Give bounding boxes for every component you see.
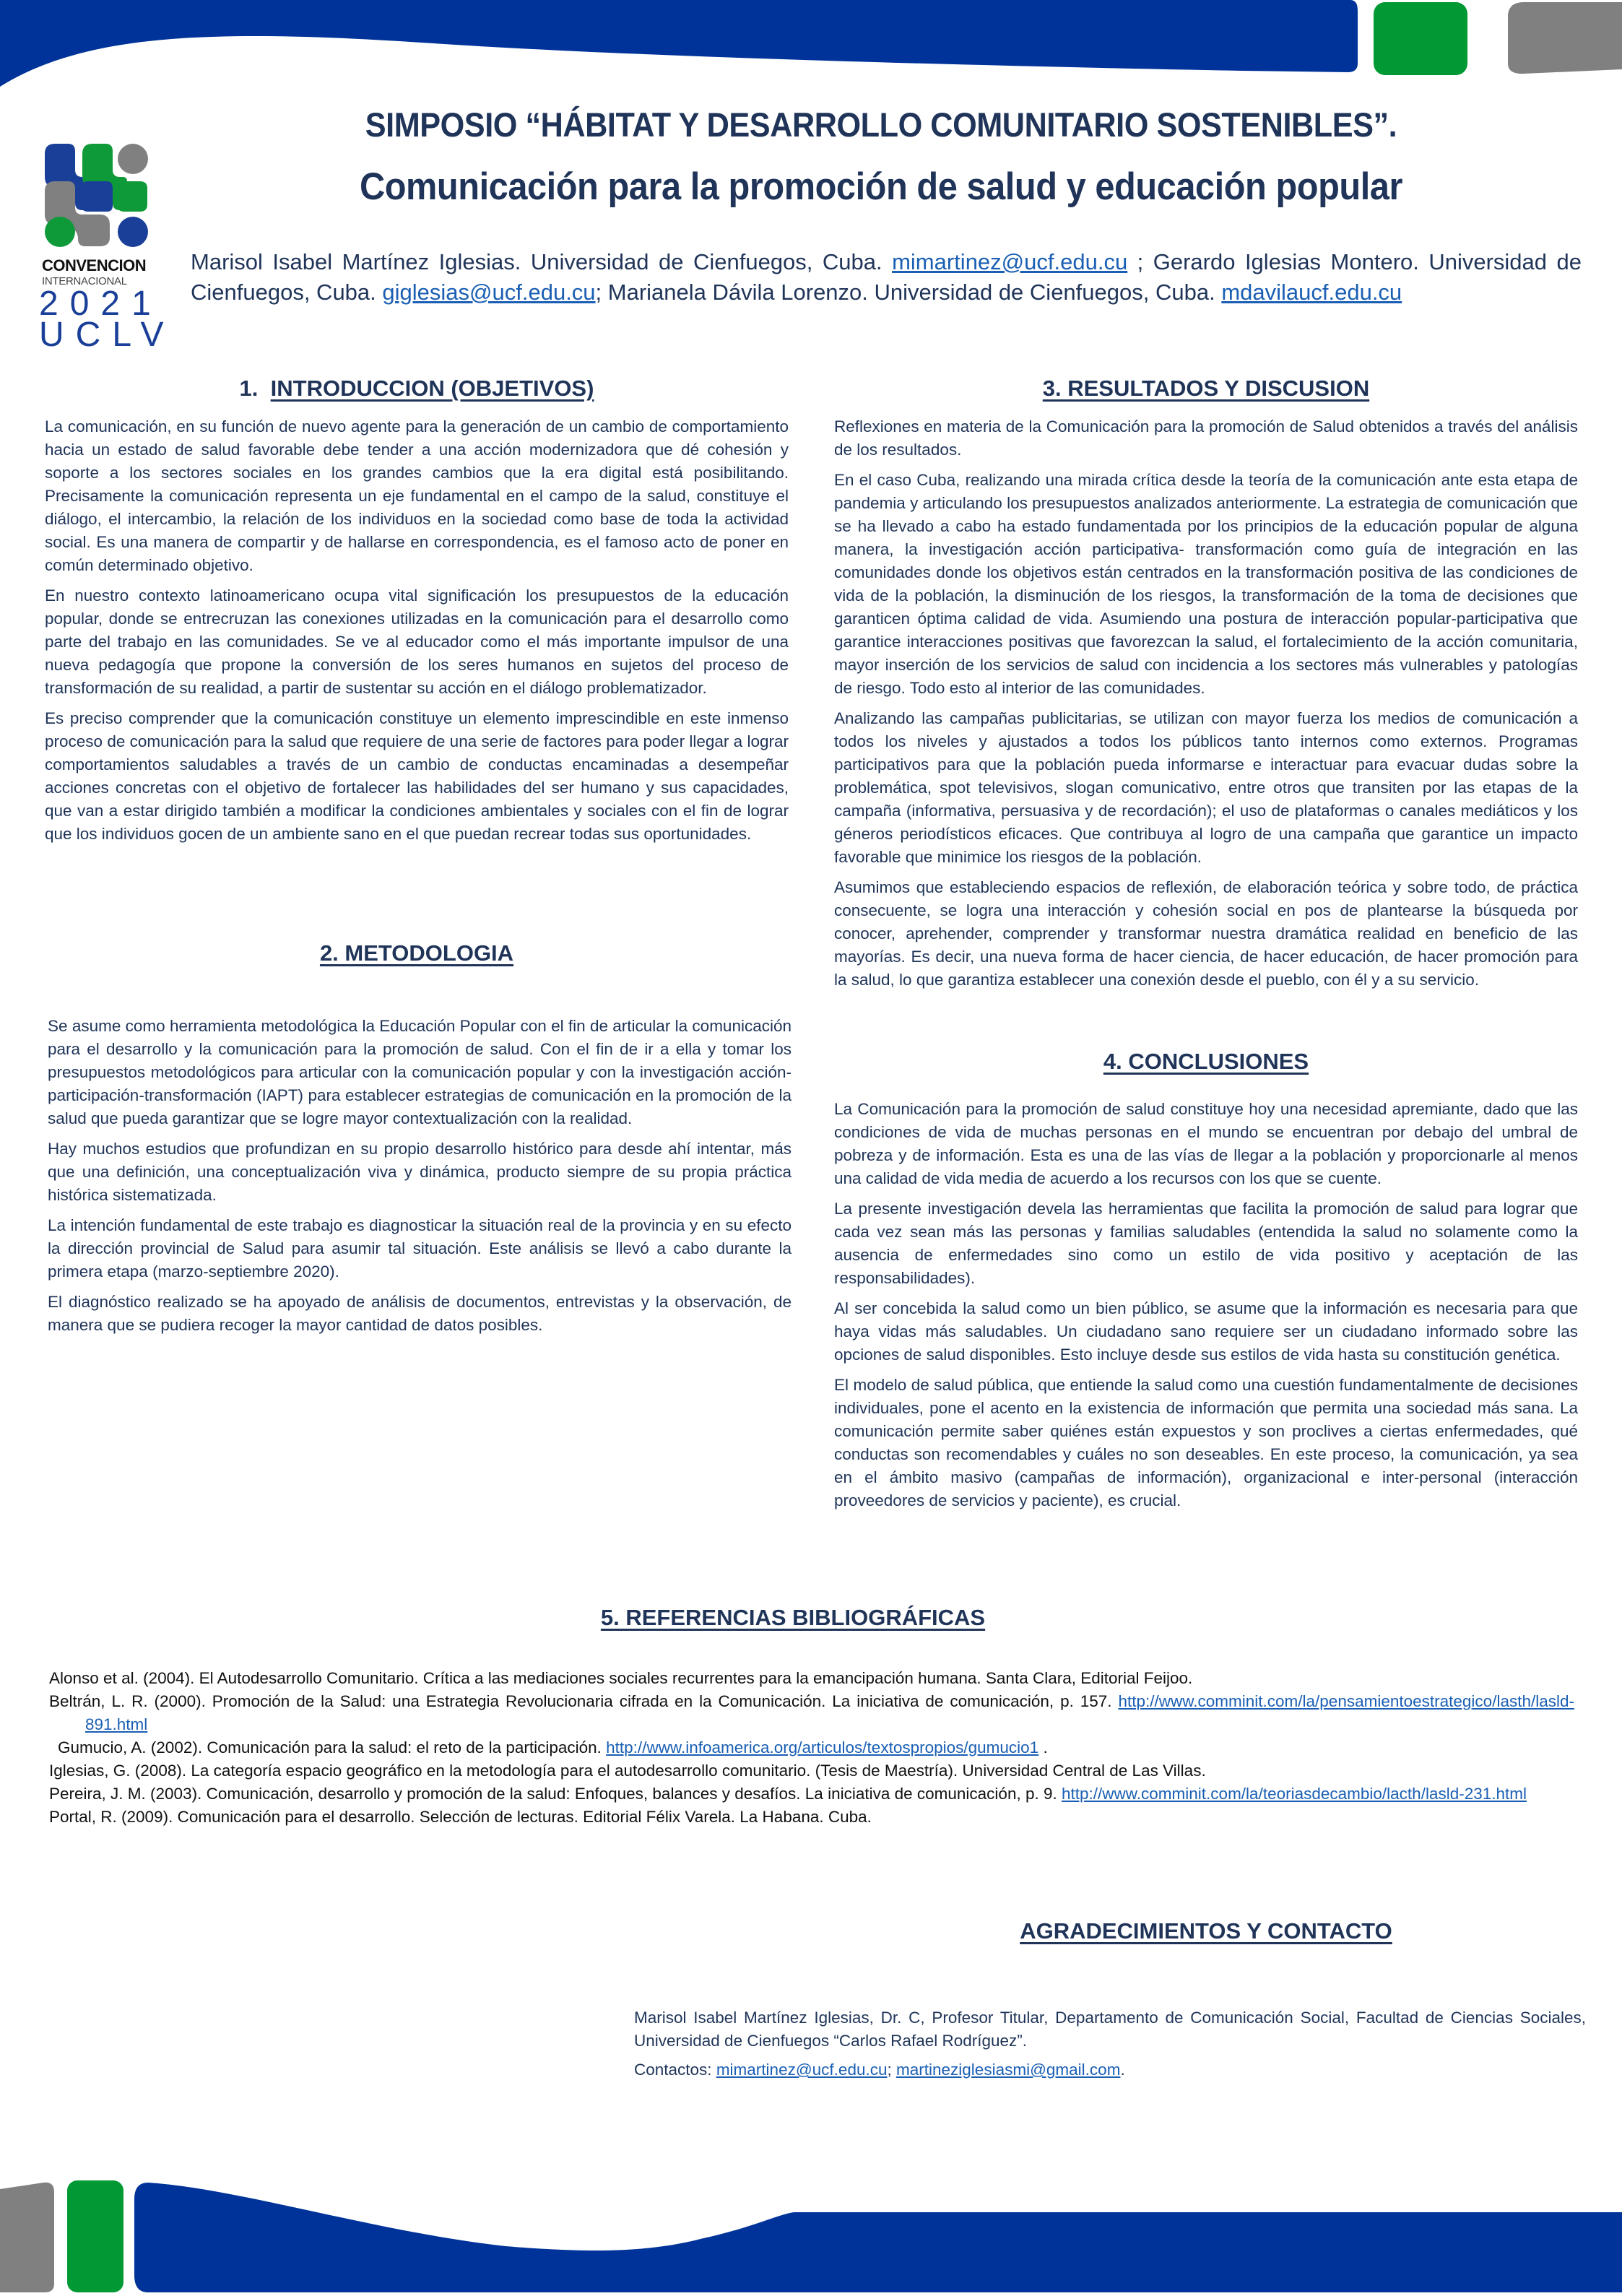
reference-item: Alonso et al. (2004). El Autodesarrollo Comunitario. Crítica a las mediaciones sociales recurrentes para la emancipación humana. Santa Clara, Editorial Feijoo. [49, 1669, 1193, 1687]
section-resultados-heading: 3. RESULTADOS Y DISCUSION [1042, 376, 1370, 401]
author-3-email-link[interactable]: mdavilaucf.edu.cu [1221, 280, 1402, 305]
conclusiones-paragraph: La Comunicación para la promoción de salud constituye hoy una necesidad apremiante, dado que las condiciones de vida de muchas personas en el mundo se encuentran por debajo del umbral de pobreza y de información. Esta es una de las vías de llegar a la población y proporcionarle al menos una calidad de vida media de acuerdo a los recursos con los que se cuente. [834, 1100, 1578, 1187]
contact-email-link[interactable]: mimartinez@ucf.edu.cu [716, 2061, 888, 2079]
banner-blue-wave [0, 0, 1358, 87]
symposium-title: SIMPOSIO “HÁBITAT Y DESARROLLO COMUNITARIO SOSTENIBLES”. [365, 105, 1397, 144]
intro-paragraph: Es preciso comprender que la comunicación constituye un elemento imprescindible en este inmenso proceso de comunicación para la salud que requiere de una serie de factores para poder llegar a lograr comportamientos saludables a través de un cambio de conductas encaminadas a desempeñar acciones concretas con el objetivo de fortalecer las habilidades del ser humano y sus capacidades, que van a estar dirigido también a modificar la condiciones ambientales y sociales con el fin de lograr que los individuos gocen de un ambiente sano en el que puedan recrear todas sus oportunidades. [45, 709, 789, 843]
banner-green-block [67, 2180, 123, 2292]
references-list [49, 1667, 1574, 1829]
intro-paragraph: La comunicación, en su función de nuevo agente para la generación de un cambio de comportamiento hacia un estado de salud favorable debe tender a una acción modernizadora que dé cohesión y soporte a los sectores sociales en los grandes cambios que la era digital está posibilitando. Precisamente la comunicación representa un eje fundamental en el campo de la salud, constituye el diálogo, el intercambio, la relación de los individuos en la sociedad como base de toda la actividad social. Es una manera de compartir y de hallarse en correspondencia, es el famoso acto de poner en común determinado objetivo. [45, 417, 789, 574]
resultados-paragraph: En el caso Cuba, realizando una mirada crítica desde la teoría de la comunicación ante esta etapa de pandemia y articulando los presupuestos analizados anteriormente. La estrategia de comunicación que se ha llevado a cabo ha estado fundamentada por los principios de la educación popular de alguna manera, la investigación acción participativa- transformación como guía de integración en las comunidades donde los objetivos están centrados en la transformación positiva de las condiciones de vida de la población, la disminución de los riesgos, la transformación de la toma de decisiones que garanticen óptima calidad de vida. Asumiendo una postura de interacción popular-participativa que garantice interacciones positivas que favorezcan la salud, el fortalecimiento de la acción comunitaria, mayor inserción de los servicios de salud con incidencia a los sectores más vulnerables y patologías de riesgo. Todo esto al interior de las comunidades. [834, 471, 1578, 697]
metodologia-body [48, 1015, 792, 1344]
author-3-text: ; Marianela Dávila Lorenzo. Universidad de Cienfuegos, Cuba. [595, 280, 1222, 305]
reference-link[interactable]: http://www.comminit.com/la/teoriasdecambio/lacth/lasld-231.html [1062, 1785, 1527, 1803]
resultados-paragraph: Asumimos que estableciendo espacios de reflexión, de elaboración teórica y sobre todo, de práctica consecuente, se logra una interacción y cohesión social en pos de plantearse la búsqueda por conocer, aprehender, comprender y transformar nuestra dramática realidad en beneficio de las mayorías. Es decir, una nueva forma de hacer ciencia, de hacer educación, de hacer promoción para la salud, lo que garantiza establecer una conexión desde el pueblo, con él y a su servicio. [834, 878, 1578, 989]
contact-email-link[interactable]: martineziglesiasmi@gmail.com [896, 2061, 1121, 2079]
bottom-banner [0, 2123, 1622, 2296]
section-agradecimientos-heading: AGRADECIMIENTOS Y CONTACTO [1020, 1918, 1392, 1944]
reference-link[interactable]: http://www.infoamerica.org/articulos/textospropios/gumucio1 [606, 1738, 1039, 1756]
top-banner [0, 0, 1622, 94]
section-conclusiones-heading: 4. CONCLUSIONES [1103, 1049, 1309, 1074]
author-1-text: Marisol Isabel Martínez Iglesias. Universidad de Cienfuegos, Cuba. [191, 249, 893, 274]
metodologia-paragraph: Se asume como herramienta metodológica la Educación Popular con el fin de articular la comunicación para el desarrollo y la comunicación para la promoción de salud. Con el fin de ir a ella y tomar los presupuestos metodológicos para articular con la comunicación popular y con la investigación acción-participación-transformación (IAPT) para establecer estrategias de comunicación en la promoción de la salud que pueda garantizar que se logre mayor contextualización con la realidad. [48, 1017, 792, 1127]
metodologia-paragraph: Hay muchos estudios que profundizan en su propio desarrollo histórico para desde ahí intentar, más que una definición, una conceptualización viva y dinámica, producto siempre de su propia práctica histórica sistematizada. [48, 1140, 792, 1204]
section-introduccion-heading [45, 376, 789, 402]
author-2-text: ; Gerardo Iglesias Montero. Universidad de Cienfuegos, Cuba. [191, 249, 1582, 305]
convention-logo [36, 141, 175, 354]
authors-line [191, 247, 1582, 308]
right-column [834, 415, 1578, 999]
logo-mark-icon [42, 141, 150, 249]
banner-gray-block [0, 2183, 54, 2292]
reference-item: Portal, R. (2009). Comunicación para el desarrollo. Selección de lecturas. Editorial Félix Varela. La Habana. Cuba. [49, 1808, 872, 1826]
reference-item: Pereira, J. M. (2003). Comunicación, desarrollo y promoción de la salud: Enfoques, balances y desafíos. La iniciativa de comunicación, p. 9. http://www.comminit.com/la/teoriasdecambio/lacth/lasld-231.html [49, 1785, 1527, 1803]
contacts-line: Contactos: mimartinez@ucf.edu.cu; martineziglesiasmi@gmail.com. [634, 2061, 1125, 2079]
author-2-email-link[interactable]: giglesias@ucf.edu.cu [382, 280, 596, 305]
conclusiones-paragraph: La presente investigación devela las herramientas que facilita la promoción de salud para lograr que cada vez sean más las personas y familias saludables (entendida la salud no solamente como la ausencia de enfermedades sino como un estilo de vida positivo y aceptación de las responsabilidades). [834, 1200, 1578, 1287]
section-title-text: INTRODUCCION (OBJETIVOS) [270, 376, 594, 401]
reference-link[interactable]: http://www.comminit.com/la/pensamientoestrategico/lasth/lasld-891.html [85, 1692, 1574, 1733]
logo-internacional-text: INTERNACIONAL [42, 275, 127, 287]
logo-uclv-text: UCLV [39, 316, 175, 354]
banner-gray-block [1508, 2, 1622, 74]
banner-green-block [1374, 2, 1467, 75]
section-number: 1. [239, 376, 259, 401]
metodologia-paragraph: El diagnóstico realizado se ha apoyado de análisis de documentos, entrevistas y la observación, de manera que se pudiera recoger la mayor cantidad de datos posibles. [48, 1293, 792, 1334]
intro-paragraph: En nuestro contexto latinoamericano ocupa vital significación los presupuestos de la educación popular, donde se entrecruzan las conexiones utilizadas en la comunicación para el desarrollo como parte del trabajo en las comunidades. Se ve al educador como el más importante impulsor de una nueva pedagogía que propone la conversión de los seres humanos en sujetos del proceso de transformación de su realidad, a partir de sustentar su acción en el diálogo problematizador. [45, 586, 789, 697]
left-column [45, 415, 789, 853]
logo-convencion-text: CONVENCION [42, 256, 147, 274]
reference-item: Beltrán, L. R. (2000). Promoción de la Salud: una Estrategia Revolucionaria cifrada en la Comunicación. La iniciativa de comunicación, p. 157. http://www.comminit.com/la/pensamientoestrategico/lasth/lasld-891.html [49, 1692, 1574, 1733]
conclusiones-paragraph: El modelo de salud pública, que entiende la salud como una cuestión fundamentalmente de decisiones individuales, pone el acento en la existencia de información que permita una sociedad más sana. La comunicación permite saber quiénes están expuestos y son proclives a ciertas enfermedades, qué conductas son recomendables y cuáles no son deseables. En este proceso, la comunicación, ya sea en el ámbito masivo (campañas de información), organizacional e inter-personal (interacción proveedores de servicios y paciente), es crucial. [834, 1376, 1578, 1509]
resultados-paragraph: Reflexiones en materia de la Comunicación para la promoción de Salud obtenidos a través del análisis de los resultados. [834, 417, 1578, 459]
author-1-email-link[interactable]: mimartinez@ucf.edu.cu [892, 249, 1128, 274]
resultados-paragraph: Analizando las campañas publicitarias, se utilizan con mayor fuerza los medios de comunicación a todos los niveles y ajustados a todos los públicos tanto internos como externos. Programas participativos para que la población pueda informarse e interactuar para evacuar dudas sobre la problemática, spot televisivos, slogan comunicativo, entre otros que transiten por las etapas de la campaña (informativa, persuasiva y de recordación); el uso de plataformas o canales mediáticos y los géneros periodísticos eficaces. Que contribuya al logro de una campaña que garantice un impacto favorable que minimice los riesgos de la población. [834, 709, 1578, 866]
metodologia-paragraph: La intención fundamental de este trabajo es diagnosticar la situación real de la provincia y en su efecto la dirección provincial de Salud para asumir tal situación. Este análisis se llevó a cabo durante la primera etapa (marzo-septiembre 2020). [48, 1216, 792, 1281]
section-referencias-heading: 5. REFERENCIAS BIBLIOGRÁFICAS [600, 1605, 986, 1630]
acknowledgements-body [634, 2006, 1586, 2087]
conclusiones-paragraph: Al ser concebida la salud como un bien público, se asume que la información es necesaria para que haya vidas más saludables. Un ciudadano sano requiere ser un ciudadano informado sobre las opciones de salud disponibles. Esto incluye desde sus estilos de vida hasta su constitución genética. [834, 1299, 1578, 1364]
reference-item: Gumucio, A. (2002). Comunicación para la salud: el reto de la participación. http://www.infoamerica.org/articulos/textospropios/gumucio1 . [58, 1738, 1048, 1756]
poster-title: Comunicación para la promoción de salud y educación popular [359, 165, 1403, 208]
reference-item: Iglesias, G. (2008). La categoría espacio geográfico en la metodología para el autodesarrollo comunitario. (Tesis de Maestría). Universidad Central de Las Villas. [49, 1762, 1206, 1780]
banner-blue-wave [134, 2183, 1622, 2292]
logo-year-text: 2021 [39, 285, 162, 323]
conclusiones-body [834, 1098, 1578, 1520]
section-metodologia-heading: 2. METODOLOGIA [319, 940, 514, 966]
author-bio: Marisol Isabel Martínez Iglesias, Dr. C, Profesor Titular, Departamento de Comunicación Social, Facultad de Ciencias Sociales, Universidad de Cienfuegos “Carlos Rafael Rodríguez”. [634, 2009, 1586, 2050]
